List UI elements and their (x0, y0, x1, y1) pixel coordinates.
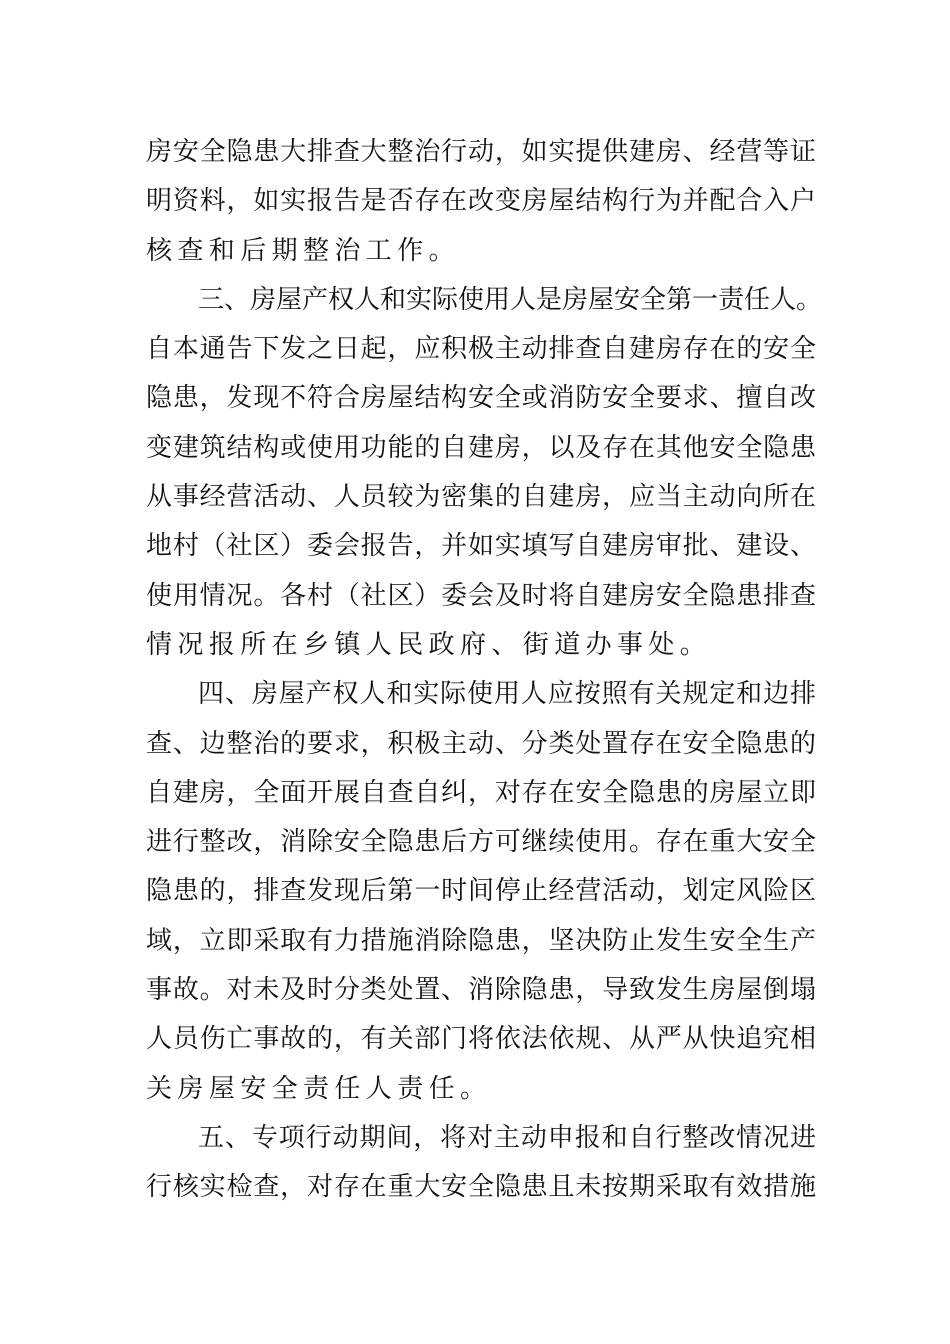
text-line: 核查和后期整治工作。 (146, 235, 461, 266)
text-line: 从事经营活动、人员较为密集的自建房，应当主动向所在 (146, 482, 816, 513)
text-line: 自建房，全面开展自查自纠，对存在安全隐患的房屋立即 (146, 777, 816, 808)
text-line: 隐患，发现不符合房屋结构安全或消防安全要求、擅自改 (146, 383, 816, 414)
text-line: 关房屋安全责任人责任。 (146, 1073, 492, 1104)
text-line: 四、房屋产权人和实际使用人应按照有关规定和边排 (198, 679, 816, 710)
text-line: 房安全隐患大排查大整治行动，如实提供建房、经营等证 (146, 137, 816, 167)
text-line: 三、房屋产权人和实际使用人是房屋安全第一责任人。 (198, 284, 823, 315)
text-line: 域，立即采取有力措施消除隐患，坚决防止发生安全生产 (146, 925, 816, 956)
text-line: 人员伤亡事故的，有关部门将依法依规、从严从快追究相 (146, 1024, 816, 1055)
text-line: 五、专项行动期间，将对主动申报和自行整改情况进 (198, 1122, 816, 1153)
text-line: 变建筑结构或使用功能的自建房，以及存在其他安全隐患 (146, 432, 816, 463)
text-line: 进行整改，消除安全隐患后方可继续使用。存在重大安全 (146, 827, 816, 858)
text-line: 明资料，如实报告是否存在改变房屋结构行为并配合入户 (146, 186, 816, 217)
text-line: 使用情况。各村（社区）委会及时将自建房安全隐患排查 (146, 580, 816, 611)
text-line: 隐患的，排查发现后第一时间停止经营活动，划定风险区 (146, 876, 816, 907)
text-line: 情况报所在乡镇人民政府、街道办事处。 (146, 629, 712, 660)
text-line: 自本通告下发之日起，应积极主动排查自建房存在的安全 (146, 334, 816, 365)
body-text (146, 128, 823, 1213)
text-line: 行核实检查，对存在重大安全隐患且未按期采取有效措施 (146, 1172, 816, 1203)
text-line: 地村（社区）委会报告，并如实填写自建房审批、建设、 (146, 531, 816, 562)
text-line: 查、边整治的要求，积极主动、分类处置存在安全隐患的 (146, 728, 816, 759)
text-line: 事故。对未及时分类处置、消除隐患，导致发生房屋倒塌 (146, 975, 816, 1006)
